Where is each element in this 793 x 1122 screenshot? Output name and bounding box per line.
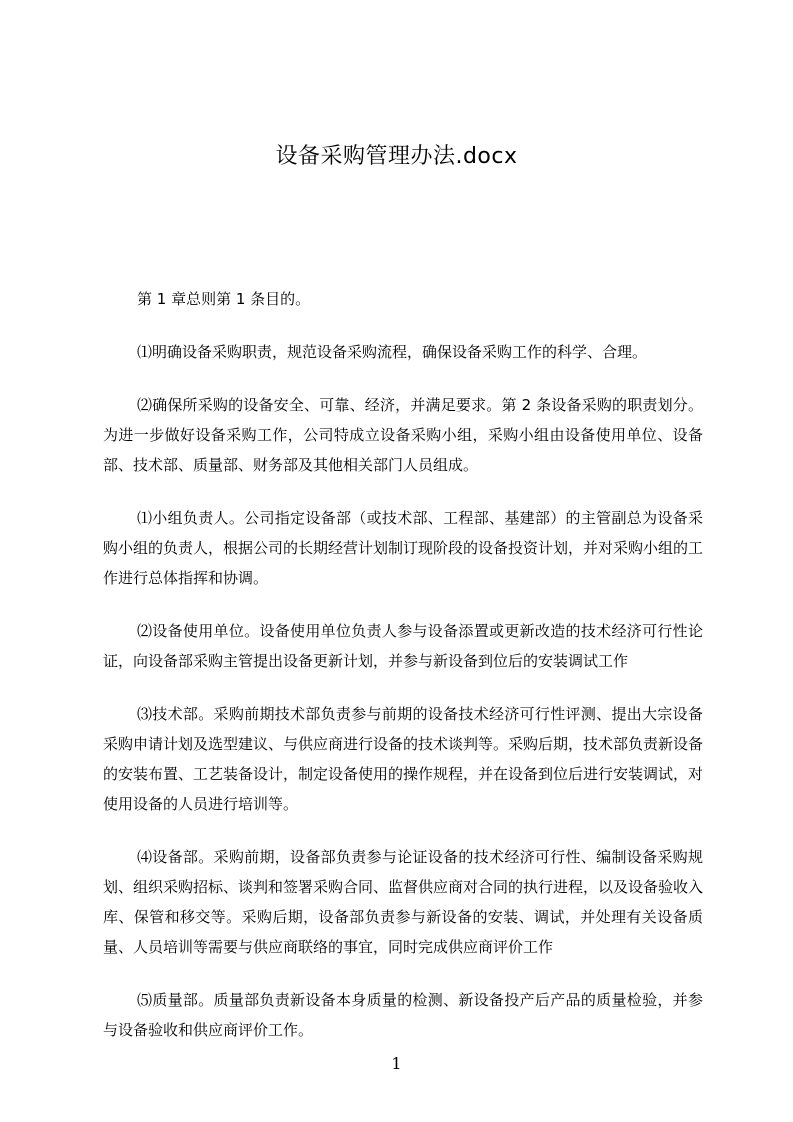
paragraph-team-leader: ⑴小组负责人。公司指定设备部（或技术部、工程部、基建部）的主管副总为设备采购小组的负责人，根据公司的长期经营计划制订现阶段的设备投资计划，并对采购小组的工作进行总体指挥和协调。 [103, 509, 704, 587]
paragraph-quality-dept: ⑸质量部。质量部负责新设备本身质量的检测、新设备投产后产品的质量检验，并参与设备验收和供应商评价工作。 [103, 991, 703, 1039]
document-body [103, 284, 703, 1068]
paragraph-purpose-1: ⑴明确设备采购职责，规范设备采购流程，确保设备采购工作的科学、合理。 [137, 343, 648, 361]
paragraph-chapter-heading: 第 1 章总则第 1 条目的。 [137, 290, 311, 308]
paragraph-purpose-2: ⑵确保所采购的设备安全、可靠、经济，并满足要求。第 2 条设备采购的职责划分。为进一步做好设备采购工作，公司特成立设备采购小组，采购小组由设备使用单位、设备部、技术部、质量部、财务部及其他相关部门人员组成。 [103, 396, 703, 474]
document-title: 设备采购管理办法.docx [275, 144, 518, 169]
page-number: 1 [391, 1054, 402, 1073]
paragraph-tech-dept: ⑶技术部。采购前期技术部负责参与前期的设备技术经济可行性评测、提出大宗设备采购申请计划及选型建议、与供应商进行设备的技术谈判等。采购后期，技术部负责新设备的安装布置、工艺装备设计，制定设备使用的操作规程，并在设备到位后进行安装调试，对使用设备的人员进行培训等。 [103, 705, 704, 813]
paragraph-equipment-dept: ⑷设备部。采购前期，设备部负责参与论证设备的技术经济可行性、编制设备采购规划、组织采购招标、谈判和签署采购合同、监督供应商对合同的执行进程，以及设备验收入库、保管和移交等。采购后期，设备部负责参与新设备的安装、调试，并处理有关设备质量、人员培训等需要与供应商联络的事宜，同时完成供应商评价工作 [103, 848, 704, 956]
paragraph-using-unit: ⑵设备使用单位。设备使用单位负责人参与设备添置或更新改造的技术经济可行性论证，向设备部采购主管提出设备更新计划，并参与新设备到位后的安装调试工作 [103, 622, 703, 670]
